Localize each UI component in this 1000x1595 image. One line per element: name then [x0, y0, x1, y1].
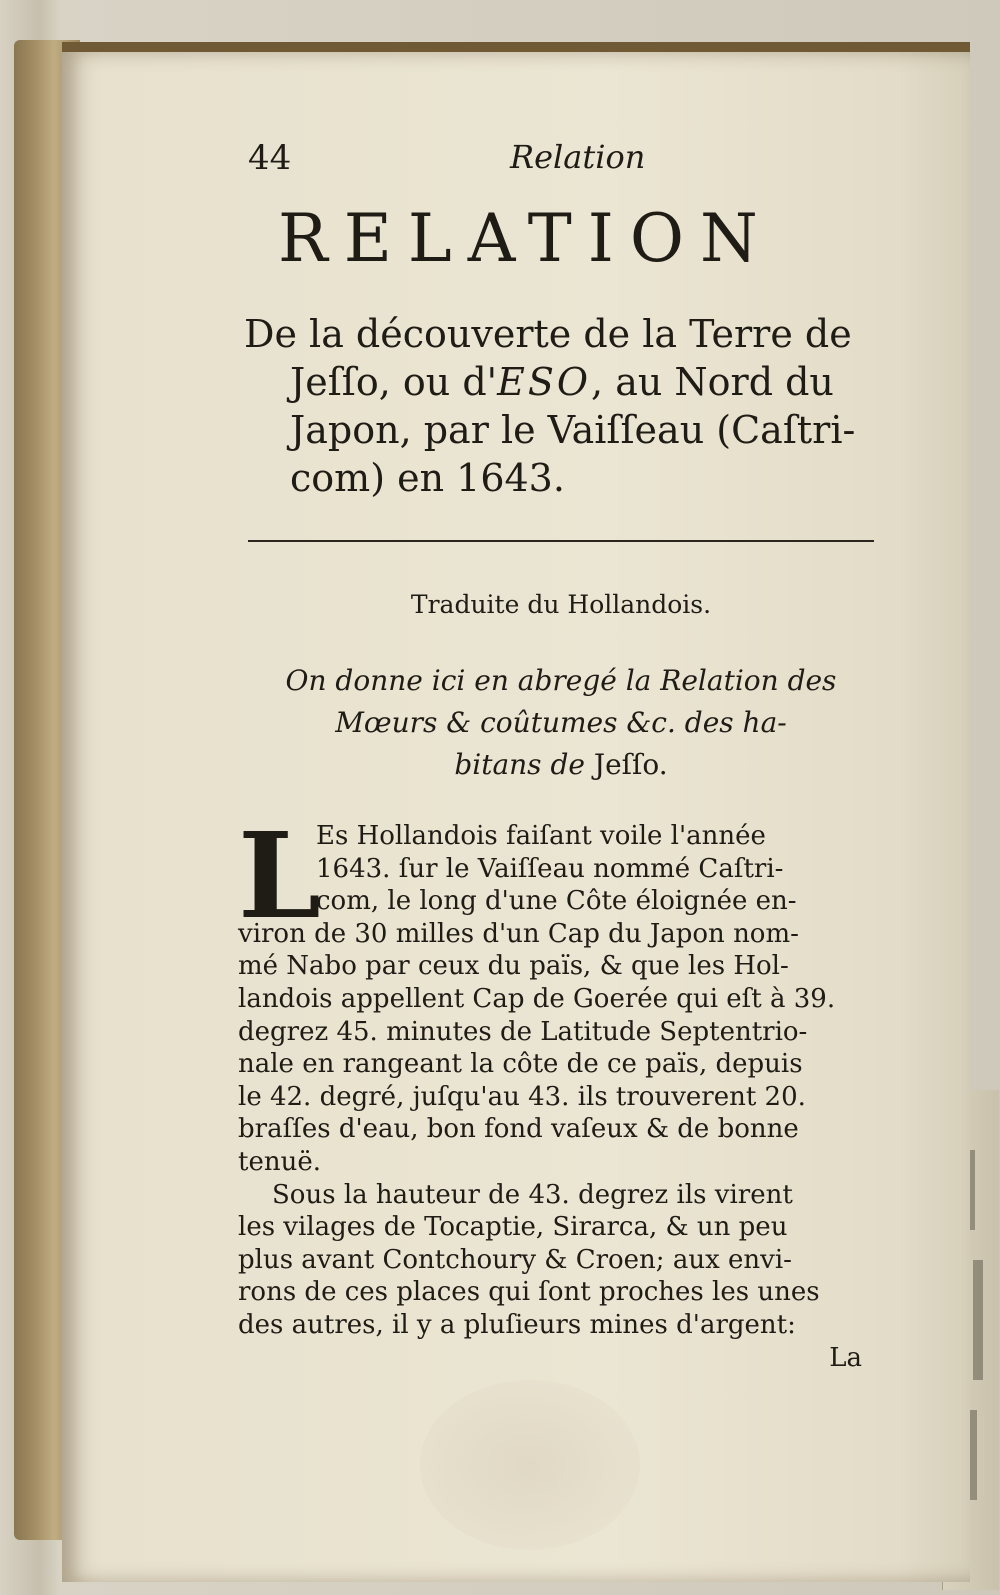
body-line: rons de ces places qui ſont proches les unes [238, 1277, 820, 1308]
body-line: Es Hollandois faiſant voile l'année [316, 821, 766, 851]
intro-line: Mœurs & coûtumes &c. des ha- [335, 706, 787, 739]
body-line: nale en rangeant la côte de ce païs, depuis [238, 1049, 803, 1080]
body-line: com, le long d'une Côte éloignée en- [316, 886, 797, 917]
running-head: Relation [510, 138, 646, 176]
intro-paragraph [248, 660, 874, 786]
body-line: Sous la hauteur de 43. degrez ils virent [272, 1179, 793, 1210]
subtitle-line: Jeſſo, ou d'ESO, au Nord du [290, 360, 834, 404]
body-line: mé Nabo par ceux du païs, & que les Hol- [238, 951, 789, 982]
body-line: braſſes d'eau, bon fond vaſeux & de bonne [238, 1114, 799, 1145]
drop-cap: L [238, 806, 321, 945]
page-header [248, 138, 888, 186]
body-line: les vilages de Tocaptie, Sirarca, & un peu [238, 1212, 788, 1243]
subtitle [244, 310, 894, 502]
subtitle-line: De la découverte de la Terre de [244, 312, 852, 356]
body-line: degrez 45. minutes de Latitude Septentrio- [238, 1016, 808, 1047]
translation-note: Traduite du Hollandois. [410, 590, 712, 619]
body-line: viron de 30 milles d'un Cap du Japon nom- [238, 918, 799, 949]
body-line: tenuë. [238, 1146, 321, 1177]
body-text [238, 806, 874, 1374]
subtitle-line: com) en 1643. [290, 456, 565, 500]
body-line: plus avant Contchoury & Croen; aux envi- [238, 1244, 792, 1275]
horizontal-rule [248, 540, 874, 542]
body-line: landois appellent Cap de Goerée qui eſt à 39. [238, 983, 836, 1014]
body-line: 1643. ſur le Vaiſſeau nommé Caſtri- [316, 853, 784, 884]
page-number: 44 [248, 138, 292, 178]
intro-line: On donne ici en abregé la Relation des [285, 664, 837, 697]
main-title: RELATION [278, 200, 774, 277]
body-line: des autres, il y a pluſieurs mines d'argent: [238, 1309, 796, 1340]
subtitle-line: Japon, par le Vaiſſeau (Caſtri- [290, 408, 856, 452]
catchword: La [829, 1342, 862, 1373]
intro-line: bitans de Jeſſo. [454, 748, 668, 781]
page-stain [420, 1380, 640, 1550]
body-line: le 42. degré, juſqu'au 43. ils trouverent 20. [238, 1081, 806, 1112]
